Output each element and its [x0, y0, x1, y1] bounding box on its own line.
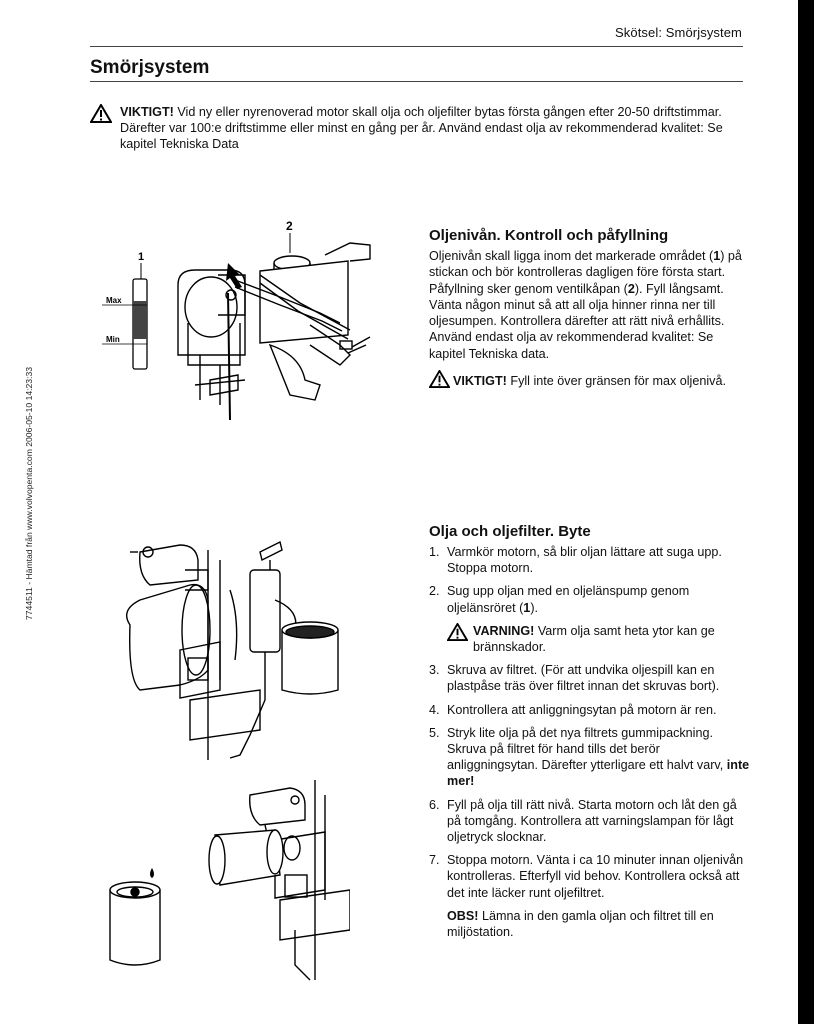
- step-number: 5.: [429, 725, 440, 740]
- step-text: Stryk lite olja på det nya filtrets gummipackning. Skruva på filtret för hand tills det berör anliggningsytan. Därefter ytterligare ett halvt varv,: [447, 725, 727, 773]
- step-emphasis: inte mer!: [447, 758, 750, 789]
- oil-change-steps: [429, 544, 751, 940]
- oil-drop-icon: [150, 868, 154, 878]
- header-rule-top: [90, 46, 743, 47]
- step-text: Fyll på olja till rätt nivå. Starta motorn och låt den gå på tomgång. Kontrollera att varningslampan för lågt oljetryck slocknar.: [447, 797, 737, 845]
- step-text: ).: [530, 600, 539, 615]
- step-5: [429, 725, 751, 790]
- oil-level-ref-1: 1: [713, 249, 721, 263]
- step-number: 6.: [429, 797, 440, 812]
- step-7: [429, 852, 751, 901]
- obs-text: Lämna in den gamla oljan och filtret till en miljöstation.: [447, 908, 714, 940]
- side-download-note: 7744511 - Hämtad från www.volvopenta.com 2006-05-10 14:23:33: [24, 366, 34, 620]
- hot-oil-warning-label: VARNING!: [473, 623, 535, 638]
- intro-warning: [90, 104, 750, 152]
- step-ref: 1: [523, 600, 531, 615]
- intro-warning-label: VIKTIGT!: [120, 105, 174, 119]
- step-6: [429, 797, 751, 846]
- oil-level-illustration: [100, 215, 400, 435]
- warning-icon: [429, 370, 450, 388]
- obs-note: [429, 908, 751, 941]
- oil-level-p1: Oljenivån skall ligga inom det markerade området (: [429, 249, 714, 263]
- step-text: Stoppa motorn. Vänta i ca 10 minuter innan oljenivån kontrolleras. Efterfyll vid behov. Kontrollera också att det inte läcker runt oljefiltret.: [447, 853, 744, 900]
- oil-filter-illustration: [100, 780, 350, 990]
- page-title: Smörjsystem: [90, 57, 210, 78]
- step-4: [429, 702, 751, 718]
- intro-warning-text: Vid ny eller nyrenoverad motor skall olja och oljefilter bytas första gången efter 20-50 driftstimmar. Därefter var 100:e driftstimme eller minst en gång per år. Använd endast olja av rekommenderad kvalitet: Se kapitel Tekniska Data: [120, 105, 723, 151]
- step-number: 3.: [429, 663, 440, 678]
- header-rule-bottom: [90, 81, 743, 82]
- step-text: Kontrollera att anliggningsytan på motorn är ren.: [447, 702, 717, 717]
- step-3: [429, 662, 751, 694]
- oil-change-title: Olja och oljefilter. Byte: [429, 523, 591, 540]
- engine-drawing: [178, 243, 370, 420]
- step-text: Varmkör motorn, så blir oljan lättare att suga upp. Stoppa motorn.: [447, 545, 722, 576]
- oil-level-warning-label: VIKTIGT!: [453, 374, 507, 388]
- oil-level-p2: ) på stickan och bör kontrolleras dagligen före första start. Påfyllning sker genom ventilkåpan (: [429, 249, 742, 296]
- step-number: 1.: [429, 545, 440, 559]
- hot-oil-warning-text: Varm olja samt heta ytor kan ge brännskador.: [473, 623, 715, 655]
- warning-icon: [90, 104, 112, 123]
- hot-oil-warning: [447, 623, 751, 655]
- step-text: Skruva av filtret. (För att undvika oljespill kan en plastpåse träs över filtret innan det skruvas bort).: [447, 663, 720, 694]
- step-2: [429, 583, 751, 615]
- step-number: 7.: [429, 853, 440, 868]
- oil-level-body: [429, 248, 747, 362]
- step-number: 4.: [429, 702, 440, 717]
- oil-level-ref-2: 2: [627, 281, 635, 296]
- obs-label: OBS!: [447, 908, 479, 923]
- oil-level-p3: ). Fyll långsamt. Vänta någon minut så att all olja hinner rinna ner till oljesumpen. Kontrollera därefter att rätt nivå erhållits. Använd endast olja av rekommenderad kvalitet: Se kapitel Tekniska data.: [429, 281, 725, 361]
- step-1: [429, 544, 751, 576]
- step-number: 2.: [429, 584, 440, 599]
- min-mark-label: Min: [106, 335, 120, 344]
- step-text: Sug upp oljan med en oljelänspump genom oljelänsröret (: [447, 584, 690, 615]
- oil-level-warning: [429, 370, 759, 389]
- oil-pump-illustration: [110, 530, 350, 770]
- dipstick-label-1: 1: [138, 251, 145, 263]
- warning-icon: [447, 623, 468, 641]
- running-head: Skötsel: Smörjsystem: [615, 25, 742, 40]
- dipstick-oil-zone: [133, 301, 147, 339]
- oil-level-title: Oljenivån. Kontroll och påfyllning: [429, 227, 669, 244]
- oil-level-warning-text: Fyll inte över gränsen för max oljenivå.: [506, 374, 726, 388]
- max-mark-label: Max: [106, 296, 122, 305]
- valve-cover-label-2: 2: [286, 219, 293, 233]
